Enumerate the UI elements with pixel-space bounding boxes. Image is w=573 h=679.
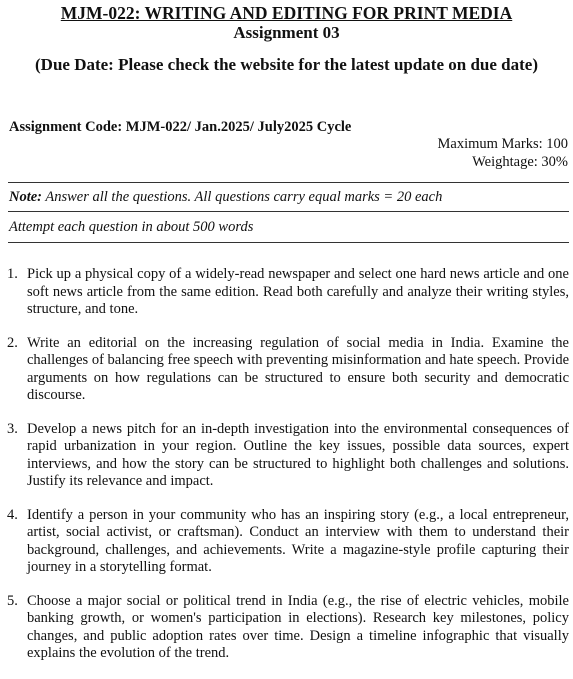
assignment-code: Assignment Code: MJM-022/ Jan.2025/ July2025 Cycle bbox=[9, 119, 352, 135]
question-number: 3. bbox=[7, 420, 18, 437]
due-date-notice: (Due Date: Please check the website for the latest update on due date) bbox=[35, 55, 538, 74]
question-text: Pick up a physical copy of a widely-read newspaper and select one hard news article and one soft news article from the same edition. Read both carefully and analyze their writing styles, structure, and tone. bbox=[27, 266, 569, 317]
question-item bbox=[7, 335, 569, 405]
course-title-text: MJM-022: WRITING AND EDITING FOR PRINT MEDIA bbox=[60, 3, 513, 23]
question-text: Choose a major social or political trend in India (e.g., the rise of electric vehicles, mobile banking growth, or women's participation in elections). Research key milestones, policy changes, and public adoption rates over time. Design a timeline infographic that visually explains the evolution of the trend. bbox=[27, 592, 569, 661]
assignment-number: Assignment 03 bbox=[233, 23, 340, 42]
question-number: 4. bbox=[7, 506, 18, 523]
divider-middle bbox=[8, 211, 569, 212]
note-line bbox=[9, 188, 442, 206]
course-title bbox=[0, 3, 573, 23]
note-label: Note: bbox=[9, 189, 43, 205]
question-text: Develop a news pitch for an in-depth investigation into the environmental consequences of rapid urbanization in your region. Outline the key issues, possible data sources, expert interviews, and how the story can be structured to highlight both challenges and solutions. Justify its relevance and impact. bbox=[27, 420, 569, 489]
question-list bbox=[7, 266, 569, 679]
question-text: Write an editorial on the increasing regulation of social media in India. Examine the challenges of balancing free speech with preventing misinformation and hate speech. Provide arguments on how regulations can be structured to ensure both security and democratic discourse. bbox=[27, 334, 569, 403]
weightage: Weightage: 30% bbox=[472, 154, 568, 170]
marks-block bbox=[438, 135, 569, 171]
question-item bbox=[7, 593, 569, 663]
question-item bbox=[7, 421, 569, 491]
question-item bbox=[7, 266, 569, 319]
question-number: 1. bbox=[7, 266, 18, 282]
question-number: 2. bbox=[7, 334, 18, 351]
question-text: Identify a person in your community who has an inspiring story (e.g., a local entrepreneur, artist, social activist, or craftsman). Conduct an interview with them to understand their background, challenges, and achievements. Write a magazine-style profile capturing their journey in a storytelling format. bbox=[27, 506, 569, 575]
attempt-instruction: Attempt each question in about 500 words bbox=[9, 219, 254, 235]
question-item bbox=[7, 507, 569, 577]
question-number: 5. bbox=[7, 592, 18, 609]
note-text: Answer all the questions. All questions carry equal marks = 20 each bbox=[42, 189, 443, 205]
maximum-marks: Maximum Marks: 100 bbox=[437, 136, 568, 152]
divider-bottom bbox=[8, 242, 569, 243]
divider-top bbox=[8, 182, 569, 183]
